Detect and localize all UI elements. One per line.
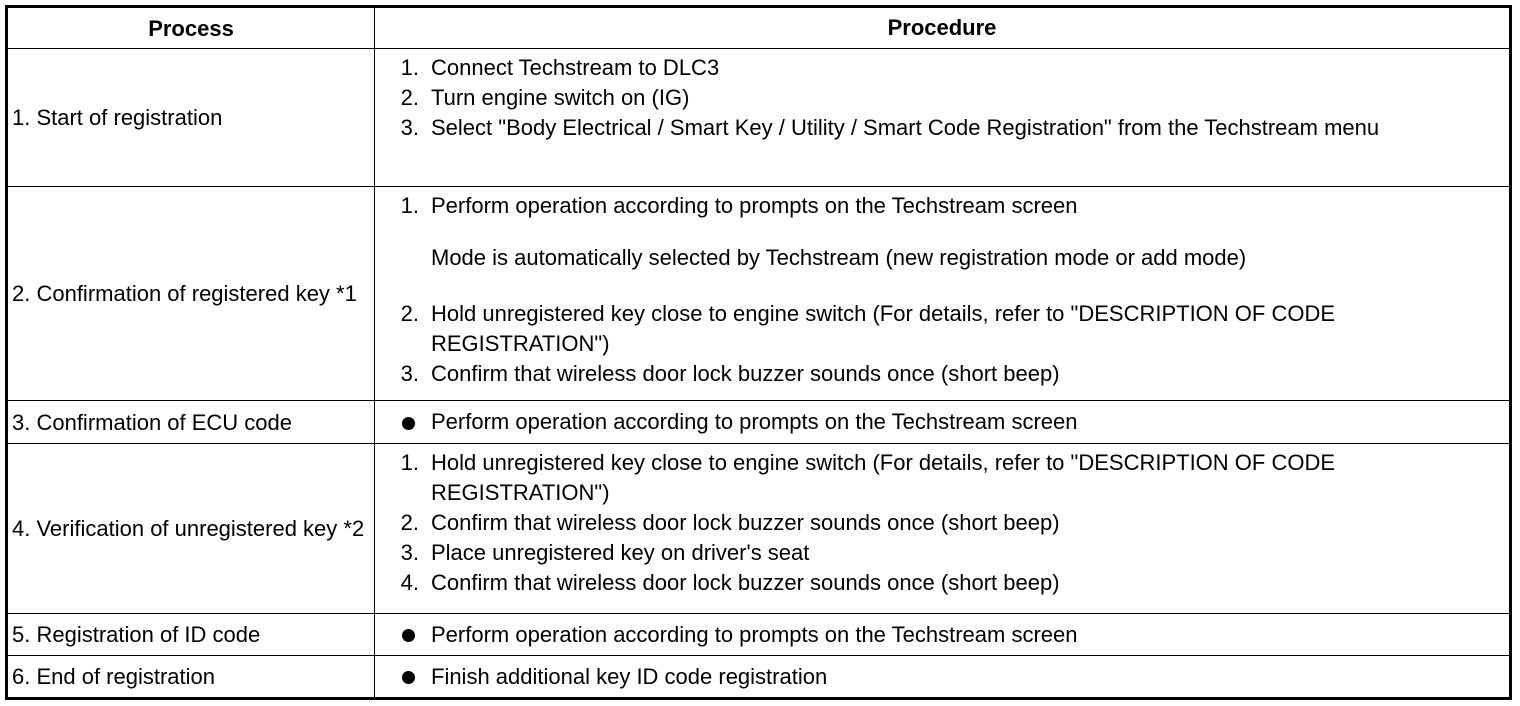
table-row — [8, 443, 1509, 613]
table-row — [8, 48, 1509, 186]
step-text: Connect Techstream to DLC3 — [431, 55, 720, 80]
procedure-step — [375, 359, 1469, 389]
process-cell: 1. Start of registration — [8, 49, 375, 186]
procedure-step — [375, 620, 1077, 650]
step-number: 3. — [400, 540, 419, 565]
step-number: 3. — [400, 361, 419, 386]
procedure-step — [375, 53, 1469, 83]
bullet-icon — [375, 662, 431, 692]
step-number: 1. — [400, 55, 419, 80]
registration-procedure-table — [5, 5, 1512, 700]
step-number: 3. — [400, 115, 419, 140]
table-header-row — [8, 8, 1509, 48]
step-number: 1. — [400, 193, 419, 218]
table-row — [8, 186, 1509, 400]
procedure-column-header: Procedure — [887, 15, 997, 40]
procedure-step — [375, 538, 1469, 568]
table-row — [8, 613, 1509, 655]
step-number: 4. — [400, 570, 419, 595]
procedure-cell — [375, 614, 1509, 655]
procedure-cell — [375, 187, 1509, 400]
step-text: Finish additional key ID code registration — [431, 663, 828, 689]
procedure-cell — [375, 401, 1509, 443]
table-row — [8, 400, 1509, 443]
procedure-step — [375, 662, 827, 692]
step-text: Hold unregistered key close to engine switch (For details, refer to "DESCRIPTION OF CODE REGISTRATION") — [431, 301, 1336, 356]
step-text: Place unregistered key on driver's seat — [431, 540, 810, 565]
step-text: Confirm that wireless door lock buzzer sounds once (short beep) — [431, 510, 1060, 535]
procedure-step — [375, 191, 1469, 221]
process-cell: 5. Registration of ID code — [8, 614, 375, 655]
procedure-step — [375, 83, 1469, 113]
step-number: 2. — [400, 85, 419, 110]
process-cell: 4. Verification of unregistered key *2 — [8, 444, 375, 613]
step-text: Select "Body Electrical / Smart Key / Utility / Smart Code Registration" from the Techstream menu — [431, 115, 1380, 140]
process-cell: 6. End of registration — [8, 656, 375, 697]
procedure-step — [375, 448, 1469, 508]
step-text: Perform operation according to prompts on the Techstream screen — [431, 621, 1078, 647]
procedure-cell — [375, 444, 1509, 613]
procedure-cell — [375, 49, 1509, 186]
step-text: Perform operation according to prompts on the Techstream screen — [431, 409, 1078, 434]
procedure-step — [375, 113, 1469, 143]
step-text: Confirm that wireless door lock buzzer sounds once (short beep) — [431, 570, 1060, 595]
process-column-header: Process — [8, 8, 375, 48]
step-text: Perform operation according to prompts on the Techstream screen — [431, 193, 1078, 218]
process-cell: 2. Confirmation of registered key *1 — [8, 187, 375, 400]
step-text: Turn engine switch on (IG) — [431, 85, 690, 110]
procedure-cell — [375, 656, 1509, 697]
step-number: 2. — [400, 510, 419, 535]
step-text: Confirm that wireless door lock buzzer sounds once (short beep) — [431, 361, 1060, 386]
step-number: 2. — [400, 301, 419, 326]
bullet-icon — [375, 407, 431, 437]
step-text: Hold unregistered key close to engine switch (For details, refer to "DESCRIPTION OF CODE REGISTRATION") — [431, 450, 1336, 505]
procedure-step — [375, 508, 1469, 538]
procedure-step — [375, 407, 1077, 437]
procedure-step — [375, 299, 1469, 359]
process-cell: 3. Confirmation of ECU code — [8, 401, 375, 443]
table-row — [8, 655, 1509, 697]
step-number: 1. — [400, 450, 419, 475]
procedure-step — [375, 568, 1469, 598]
procedure-note: Mode is automatically selected by Techstream (new registration mode or add mode) — [431, 245, 1247, 270]
bullet-icon — [375, 620, 431, 650]
